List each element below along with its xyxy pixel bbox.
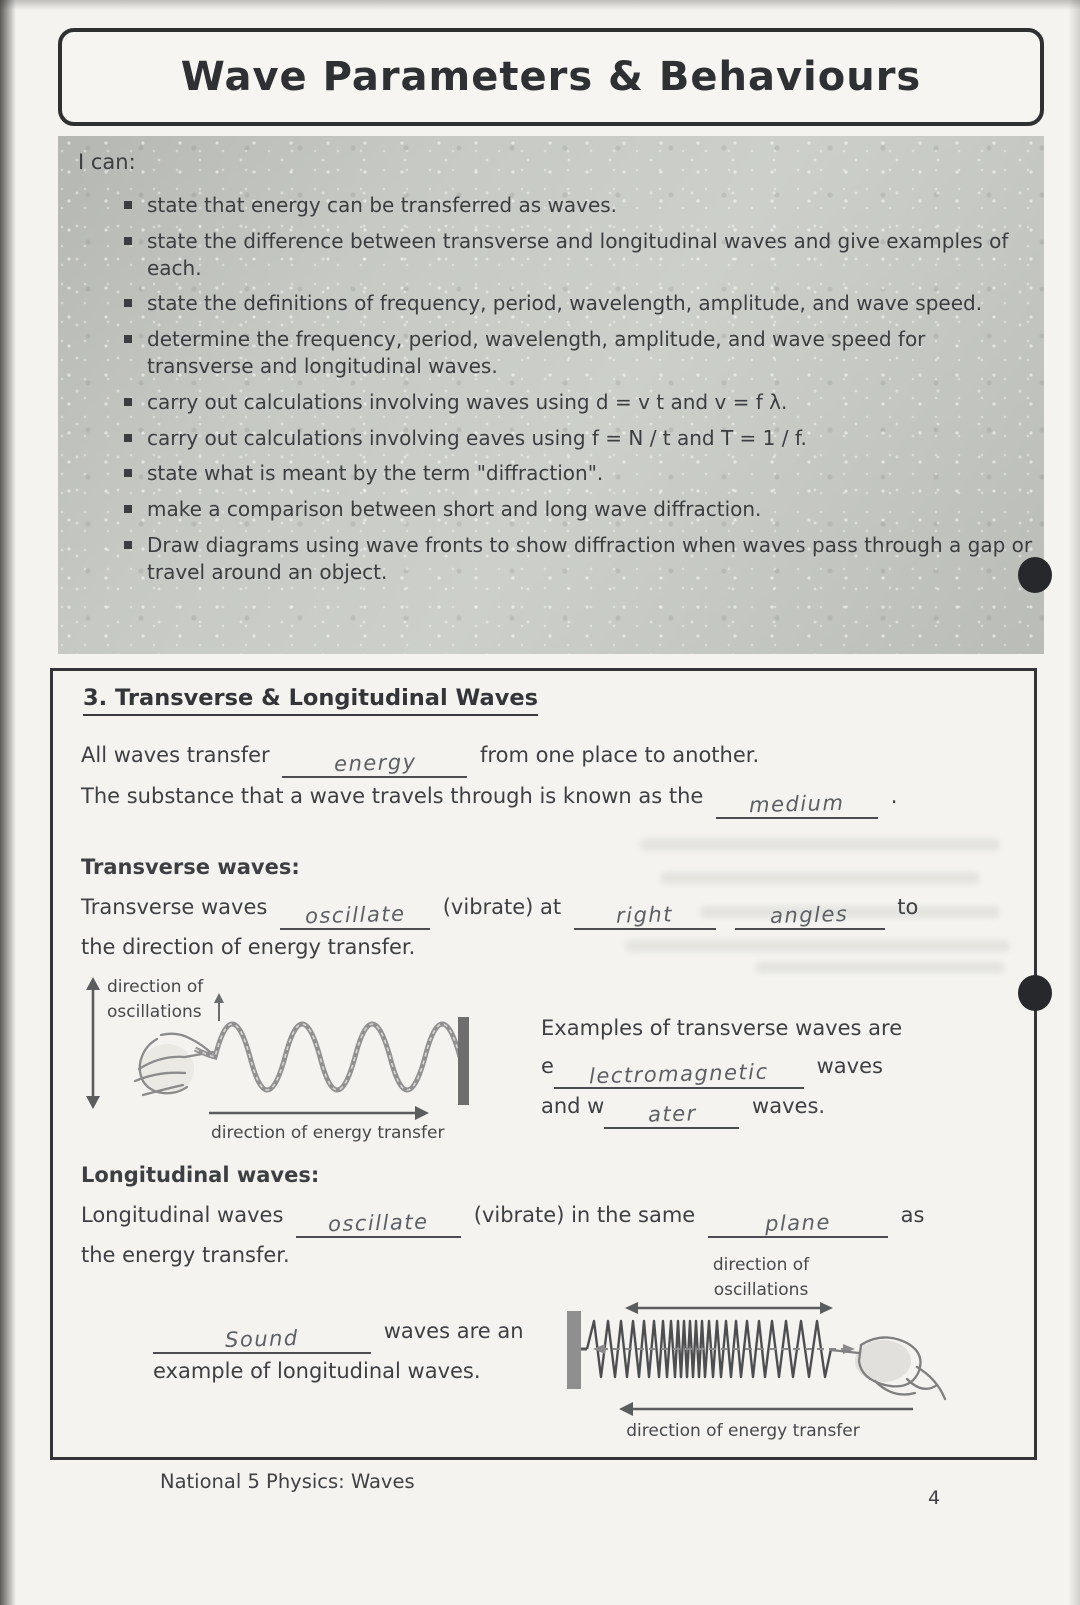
- scan-edge-shadow: [1068, 0, 1080, 1605]
- handwritten-answer: Sound: [224, 1326, 300, 1352]
- bullet-square-icon: [124, 505, 132, 513]
- oscillations-label: direction of oscillations: [107, 977, 204, 1022]
- handwritten-answer: ater: [647, 1101, 697, 1127]
- i-can-item: state what is meant by the term "diffraction".: [124, 460, 1036, 487]
- i-can-item: determine the frequency, period, wavelength, amplitude, and wave speed for transverse and longitudinal waves.: [124, 326, 1036, 380]
- transverse-sentence-line2: the direction of energy transfer.: [81, 935, 416, 959]
- binder-dot: [1018, 975, 1052, 1011]
- examples-line1: Examples of transverse waves are: [541, 1016, 903, 1040]
- handwritten-answer: oscillate: [328, 1209, 430, 1237]
- examples-line3: and w ater waves.: [541, 1094, 825, 1129]
- fill-blank-oscillate-2: [296, 1208, 461, 1238]
- bullet-square-icon: [124, 398, 132, 406]
- bullet-square-icon: [124, 299, 132, 307]
- i-can-item: state that energy can be transferred as waves.: [124, 192, 1036, 219]
- bullet-square-icon: [124, 335, 132, 343]
- fill-blank-oscillate: [280, 900, 430, 930]
- i-can-item: state the definitions of frequency, period, wavelength, amplitude, and wave speed.: [124, 290, 1036, 317]
- bullet-square-icon: [124, 237, 132, 245]
- medium-sentence: The substance that a wave travels through is known as the medium .: [81, 784, 898, 818]
- transverse-heading: Transverse waves:: [81, 855, 300, 879]
- bullet-square-icon: [124, 541, 132, 549]
- page-title: Wave Parameters & Behaviours: [180, 54, 922, 100]
- footer-course-label: National 5 Physics: Waves: [160, 1470, 415, 1493]
- bullet-square-icon: [124, 201, 132, 209]
- handwritten-answer: right: [616, 902, 674, 928]
- handwritten-answer: medium: [749, 790, 846, 818]
- longitudinal-sentence: Longitudinal waves oscillate (vibrate) in the same plane as: [81, 1203, 925, 1237]
- sound-sentence: Sound waves are an: [153, 1319, 524, 1354]
- i-can-item: Draw diagrams using wave fronts to show diffraction when waves pass through a gap or travel around an object.: [124, 532, 1036, 586]
- fill-blank-electromagnetic: [554, 1059, 804, 1089]
- energy-transfer-label: direction of energy transfer: [211, 1123, 445, 1143]
- scan-edge-shadow: [0, 0, 1080, 10]
- examples-line2: e lectromagnetic waves: [541, 1054, 883, 1089]
- transverse-sentence: Transverse waves oscillate (vibrate) at right angles to: [81, 895, 919, 929]
- i-can-panel: [58, 136, 1044, 654]
- longitudinal-sentence-line2: the energy transfer.: [81, 1243, 290, 1267]
- energy-transfer-label: direction of energy transfer: [626, 1421, 860, 1441]
- fill-blank-energy: [282, 748, 467, 778]
- fill-blank-sound: [153, 1324, 371, 1354]
- i-can-item: state the difference between transverse and longitudinal waves and give examples of each.: [124, 228, 1036, 282]
- fill-blank-medium: [716, 789, 878, 819]
- section-3-box: [50, 668, 1037, 1460]
- handwritten-answer: energy: [333, 749, 417, 777]
- handwritten-answer: lectromagnetic: [588, 1059, 770, 1089]
- i-can-heading: I can:: [78, 150, 136, 174]
- i-can-item: carry out calculations involving eaves using f = N / t and T = 1 / f.: [124, 425, 1036, 452]
- bullet-square-icon: [124, 434, 132, 442]
- fill-blank-right: [574, 900, 716, 930]
- title-box: [58, 28, 1044, 126]
- i-can-item: carry out calculations involving waves using d = v t and v = f λ.: [124, 389, 1036, 416]
- fill-blank-water: [604, 1099, 739, 1129]
- i-can-item: make a comparison between short and long wave diffraction.: [124, 496, 1036, 523]
- fill-blank-angles: [735, 900, 885, 930]
- section-heading: 3. Transverse & Longitudinal Waves: [83, 685, 538, 716]
- longitudinal-wave-diagram: [561, 1251, 993, 1456]
- i-can-list: [78, 192, 1036, 586]
- bullet-square-icon: [124, 469, 132, 477]
- transverse-wave-diagram: [73, 973, 538, 1158]
- page-number: 4: [928, 1487, 941, 1509]
- binder-dot: [1018, 557, 1052, 593]
- scan-edge-shadow: [0, 0, 16, 1605]
- transfer-sentence: All waves transfer energy from one place to another.: [81, 743, 760, 777]
- longitudinal-heading: Longitudinal waves:: [81, 1163, 320, 1187]
- fill-blank-plane: [708, 1208, 888, 1238]
- handwritten-answer: plane: [764, 1210, 832, 1236]
- oscillations-label: direction of oscillations: [712, 1255, 810, 1300]
- handwritten-answer: oscillate: [304, 901, 406, 929]
- sound-sentence-line2: example of longitudinal waves.: [153, 1359, 481, 1383]
- handwritten-answer: angles: [770, 901, 850, 929]
